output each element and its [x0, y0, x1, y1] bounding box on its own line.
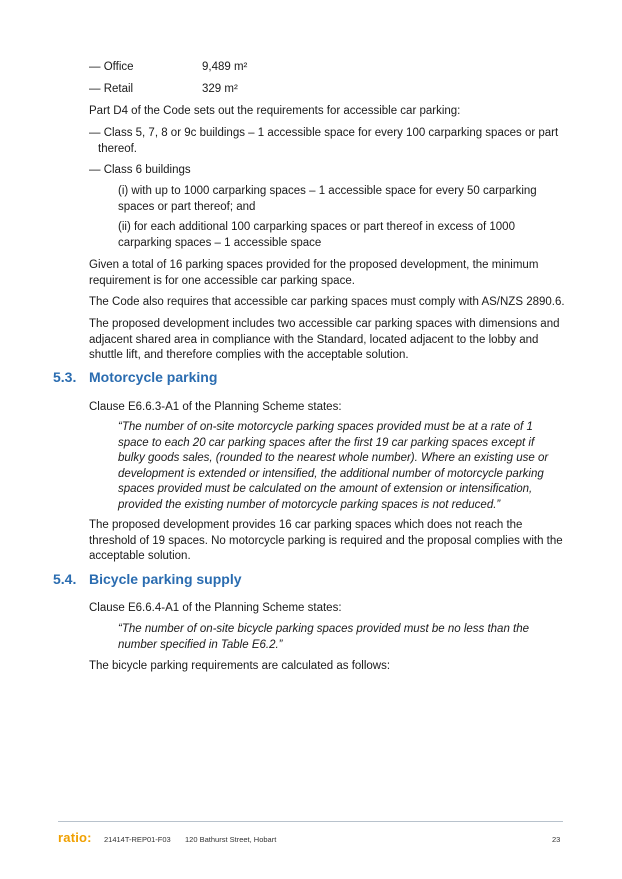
footer-divider	[58, 821, 563, 822]
area-label: — Retail	[89, 83, 134, 95]
paragraph-total-spaces: Given a total of 16 parking spaces provided for the proposed development, the minimum requirement is for one accessible car parking space.	[89, 259, 539, 287]
area-value: 329 m²	[202, 83, 238, 95]
sub-item-ii: (ii) for each additional 100 carparking spaces or part thereof in excess of 1000 carparking spaces – 1 accessible space	[118, 221, 515, 249]
area-value: 9,489 m²	[202, 61, 248, 73]
sub-item-i: (i) with up to 1000 carparking spaces – 1 accessible space for every 50 carparking spaces or part thereof; and	[118, 185, 537, 213]
footer-document-reference: 21414T-REP01-F03	[104, 835, 171, 844]
footer-address: 120 Bathurst Street, Hobart	[185, 835, 277, 844]
section-title: Motorcycle parking	[89, 369, 218, 385]
paragraph-bicycle-calculation: The bicycle parking requirements are calculated as follows:	[89, 660, 391, 672]
quote-motorcycle-clause: “The number of on-site motorcycle parking spaces provided must be at a rate of 1 space to each 20 car parking spaces after the first 19 car parking spaces except if bulky goods sales, (rounded to the nearest whole number). Where an existing use or development is extended or intensified, the additional number of motorcycle parking spaces provided must be calculated on the amount of extension or intensification, provided the existing number of motorcycle parking spaces is not reduced.”	[118, 421, 549, 511]
paragraph-clause-e663: Clause E6.6.3-A1 of the Planning Scheme states:	[89, 401, 342, 413]
quote-bicycle-clause: “The number of on-site bicycle parking spaces provided must be no less than the number specified in Table E6.2.”	[118, 623, 530, 651]
ratio-logo: ratio:	[58, 830, 92, 845]
section-heading-5-3	[53, 369, 217, 385]
section-title: Bicycle parking supply	[89, 571, 242, 587]
section-number: 5.3.	[53, 369, 77, 385]
section-heading-5-4	[53, 571, 242, 587]
area-row-office	[89, 60, 247, 76]
paragraph-clause-e664: Clause E6.6.4-A1 of the Planning Scheme states:	[89, 602, 342, 614]
section-number: 5.4.	[53, 571, 77, 587]
bullet-class-5: — Class 5, 7, 8 or 9c buildings – 1 accessible space for every 100 carparking spaces or part thereof.	[89, 127, 559, 155]
paragraph-code-compliance: The Code also requires that accessible car parking spaces must comply with AS/NZS 2890.6.	[89, 296, 565, 308]
area-label: — Office	[89, 61, 134, 73]
paragraph-motorcycle-result: The proposed development provides 16 car parking spaces which does not reach the threshold of 19 spaces. No motorcycle parking is required and the proposal complies with the acceptable solution.	[89, 519, 563, 563]
paragraph-two-accessible-spaces: The proposed development includes two accessible car parking spaces with dimensions and adjacent shared area in compliance with the Standard, located adjacent to the lobby and shuttle lift, and therefore complies with the acceptable solution.	[89, 318, 560, 362]
page-number: 23	[552, 835, 561, 844]
bullet-class-6: — Class 6 buildings	[89, 164, 191, 176]
paragraph-d4-intro: Part D4 of the Code sets out the requirements for accessible car parking:	[89, 105, 461, 117]
area-row-retail	[89, 82, 238, 98]
